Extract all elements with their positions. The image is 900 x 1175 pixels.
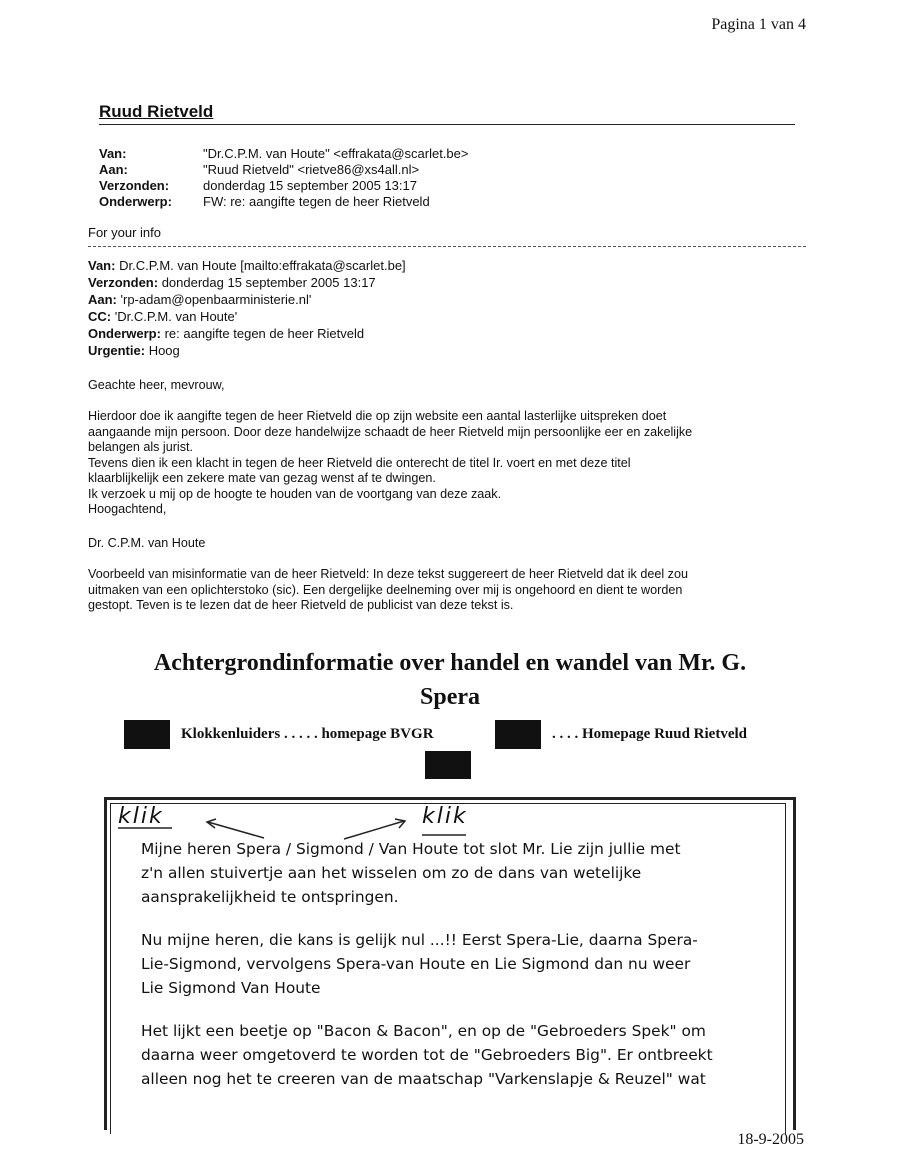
header-row — [99, 162, 468, 178]
comic-line: aansprakelijkheid te ontspringen. — [141, 888, 399, 906]
complaint-paragraph — [88, 409, 808, 518]
email-sender-name: Ruud Rietveld — [99, 102, 214, 121]
body-line: klaarblijkelijk een zekere mate van gezag wenst af te dwingen. — [88, 471, 436, 485]
comic-line: Mijne heren Spera / Sigmond / Van Houte tot slot Mr. Lie zijn jullie met — [141, 840, 681, 858]
body-line: Voorbeeld van misinformatie van de heer Rietveld: In deze tekst suggereert de heer Rietveld dat ik deel zou — [88, 567, 688, 581]
comic-line: Lie Sigmond Van Houte — [141, 979, 321, 997]
webpage-paragraph — [141, 1019, 761, 1091]
body-line: Hierdoor doe ik aangifte tegen de heer Rietveld die op zijn website een aantal lasterlijke uitspreken doet — [88, 409, 667, 423]
webpage-paragraph — [141, 928, 761, 1000]
forwarded-row: Onderwerp: re: aangifte tegen de heer Rietveld — [88, 326, 365, 341]
forwarded-headers — [88, 257, 406, 359]
nav-image-placeholder[interactable] — [495, 720, 541, 749]
email-header-table — [99, 146, 468, 210]
body-line: gestopt. Teven is te lezen dat de heer Rietveld de publicist van deze tekst is. — [88, 598, 514, 612]
header-row — [99, 178, 468, 194]
webpage-title: Achtergrondinformatie over handel en wandel van Mr. G. Spera — [153, 650, 747, 710]
body-line: aangaande mijn persoon. Door deze handelwijze schaadt de heer Rietveld mijn persoonlijke eer en zakelijke — [88, 424, 693, 439]
body-line: Ik verzoek u mij op de hoogte te houden van de voortgang van deze zaak. — [88, 486, 502, 501]
arrow-left — [208, 822, 264, 838]
header-row — [99, 146, 468, 162]
handwritten-klik-right: klik — [422, 804, 468, 829]
nav-image-placeholder[interactable] — [124, 720, 170, 749]
page-number: Pagina 1 van 4 — [711, 16, 806, 33]
header-key: Onderwerp: — [99, 194, 172, 209]
forwarded-row: CC: 'Dr.C.P.M. van Houte' — [88, 309, 238, 324]
comic-line: z'n allen stuivertje aan het wisselen om zo de dans van wetelijke — [141, 864, 642, 882]
header-key: Van: — [99, 146, 127, 161]
body-line: Hoogachtend, — [88, 502, 167, 516]
forwarded-row: Urgentie: Hoog — [88, 343, 180, 358]
footer-date: 18-9-2005 — [737, 1131, 804, 1148]
header-value: FW: re: aangifte tegen de heer Rietveld — [203, 194, 430, 209]
nav-link-rietveld[interactable]: . . . . Homepage Ruud Rietveld — [552, 726, 747, 742]
comic-line: Lie-Sigmond, vervolgens Spera-van Houte en Lie Sigmond dan nu weer — [141, 955, 691, 973]
intro-text: For your info — [88, 225, 161, 240]
forwarded-row: Van: Dr.C.P.M. van Houte [mailto:effrakata@scarlet.be] — [88, 258, 406, 273]
webpage-paragraph — [141, 837, 761, 909]
comic-line: Het lijkt een beetje op "Bacon & Bacon", en op de "Gebroeders Spek" om — [141, 1022, 706, 1040]
header-value: "Ruud Rietveld" <rietve86@xs4all.nl> — [203, 162, 420, 177]
forwarded-row: Verzonden: donderdag 15 september 2005 13:17 — [88, 275, 376, 290]
forwarded-row: Aan: 'rp-adam@openbaarministerie.nl' — [88, 292, 312, 307]
body-line: Tevens dien ik een klacht in tegen de heer Rietveld die onterecht de titel Ir. voert en met deze titel — [88, 455, 631, 470]
forward-separator — [88, 246, 806, 247]
body-line: uitmaken van een oplichterstoko (sic). Een dergelijke deelneming over mij is ongehoord en dient te worden — [88, 582, 683, 597]
comic-line: Nu mijne heren, die kans is gelijk nul ...!! Eerst Spera-Lie, daarna Spera- — [141, 931, 698, 949]
nav-image-placeholder[interactable] — [425, 751, 471, 779]
example-paragraph — [88, 567, 808, 614]
header-key: Verzonden: — [99, 178, 170, 193]
salutation: Geachte heer, mevrouw, — [88, 378, 225, 392]
header-divider — [99, 124, 795, 125]
signature: Dr. C.P.M. van Houte — [88, 536, 206, 550]
header-row — [99, 194, 468, 210]
nav-link-bvgr[interactable]: Klokkenluiders . . . . . homepage BVGR — [181, 726, 434, 742]
comic-line: daarna weer omgetoverd te worden tot de "Gebroeders Big". Er ontbreekt — [141, 1046, 713, 1064]
comic-line: alleen nog het te creeren van de maatschap "Varkenslapje & Reuzel" wat — [141, 1070, 706, 1088]
handwritten-klik-left: klik — [118, 804, 164, 829]
header-value: "Dr.C.P.M. van Houte" <effrakata@scarlet.be> — [203, 146, 469, 161]
header-value: donderdag 15 september 2005 13:17 — [203, 178, 417, 193]
header-key: Aan: — [99, 162, 128, 177]
body-line: belangen als jurist. — [88, 440, 194, 454]
